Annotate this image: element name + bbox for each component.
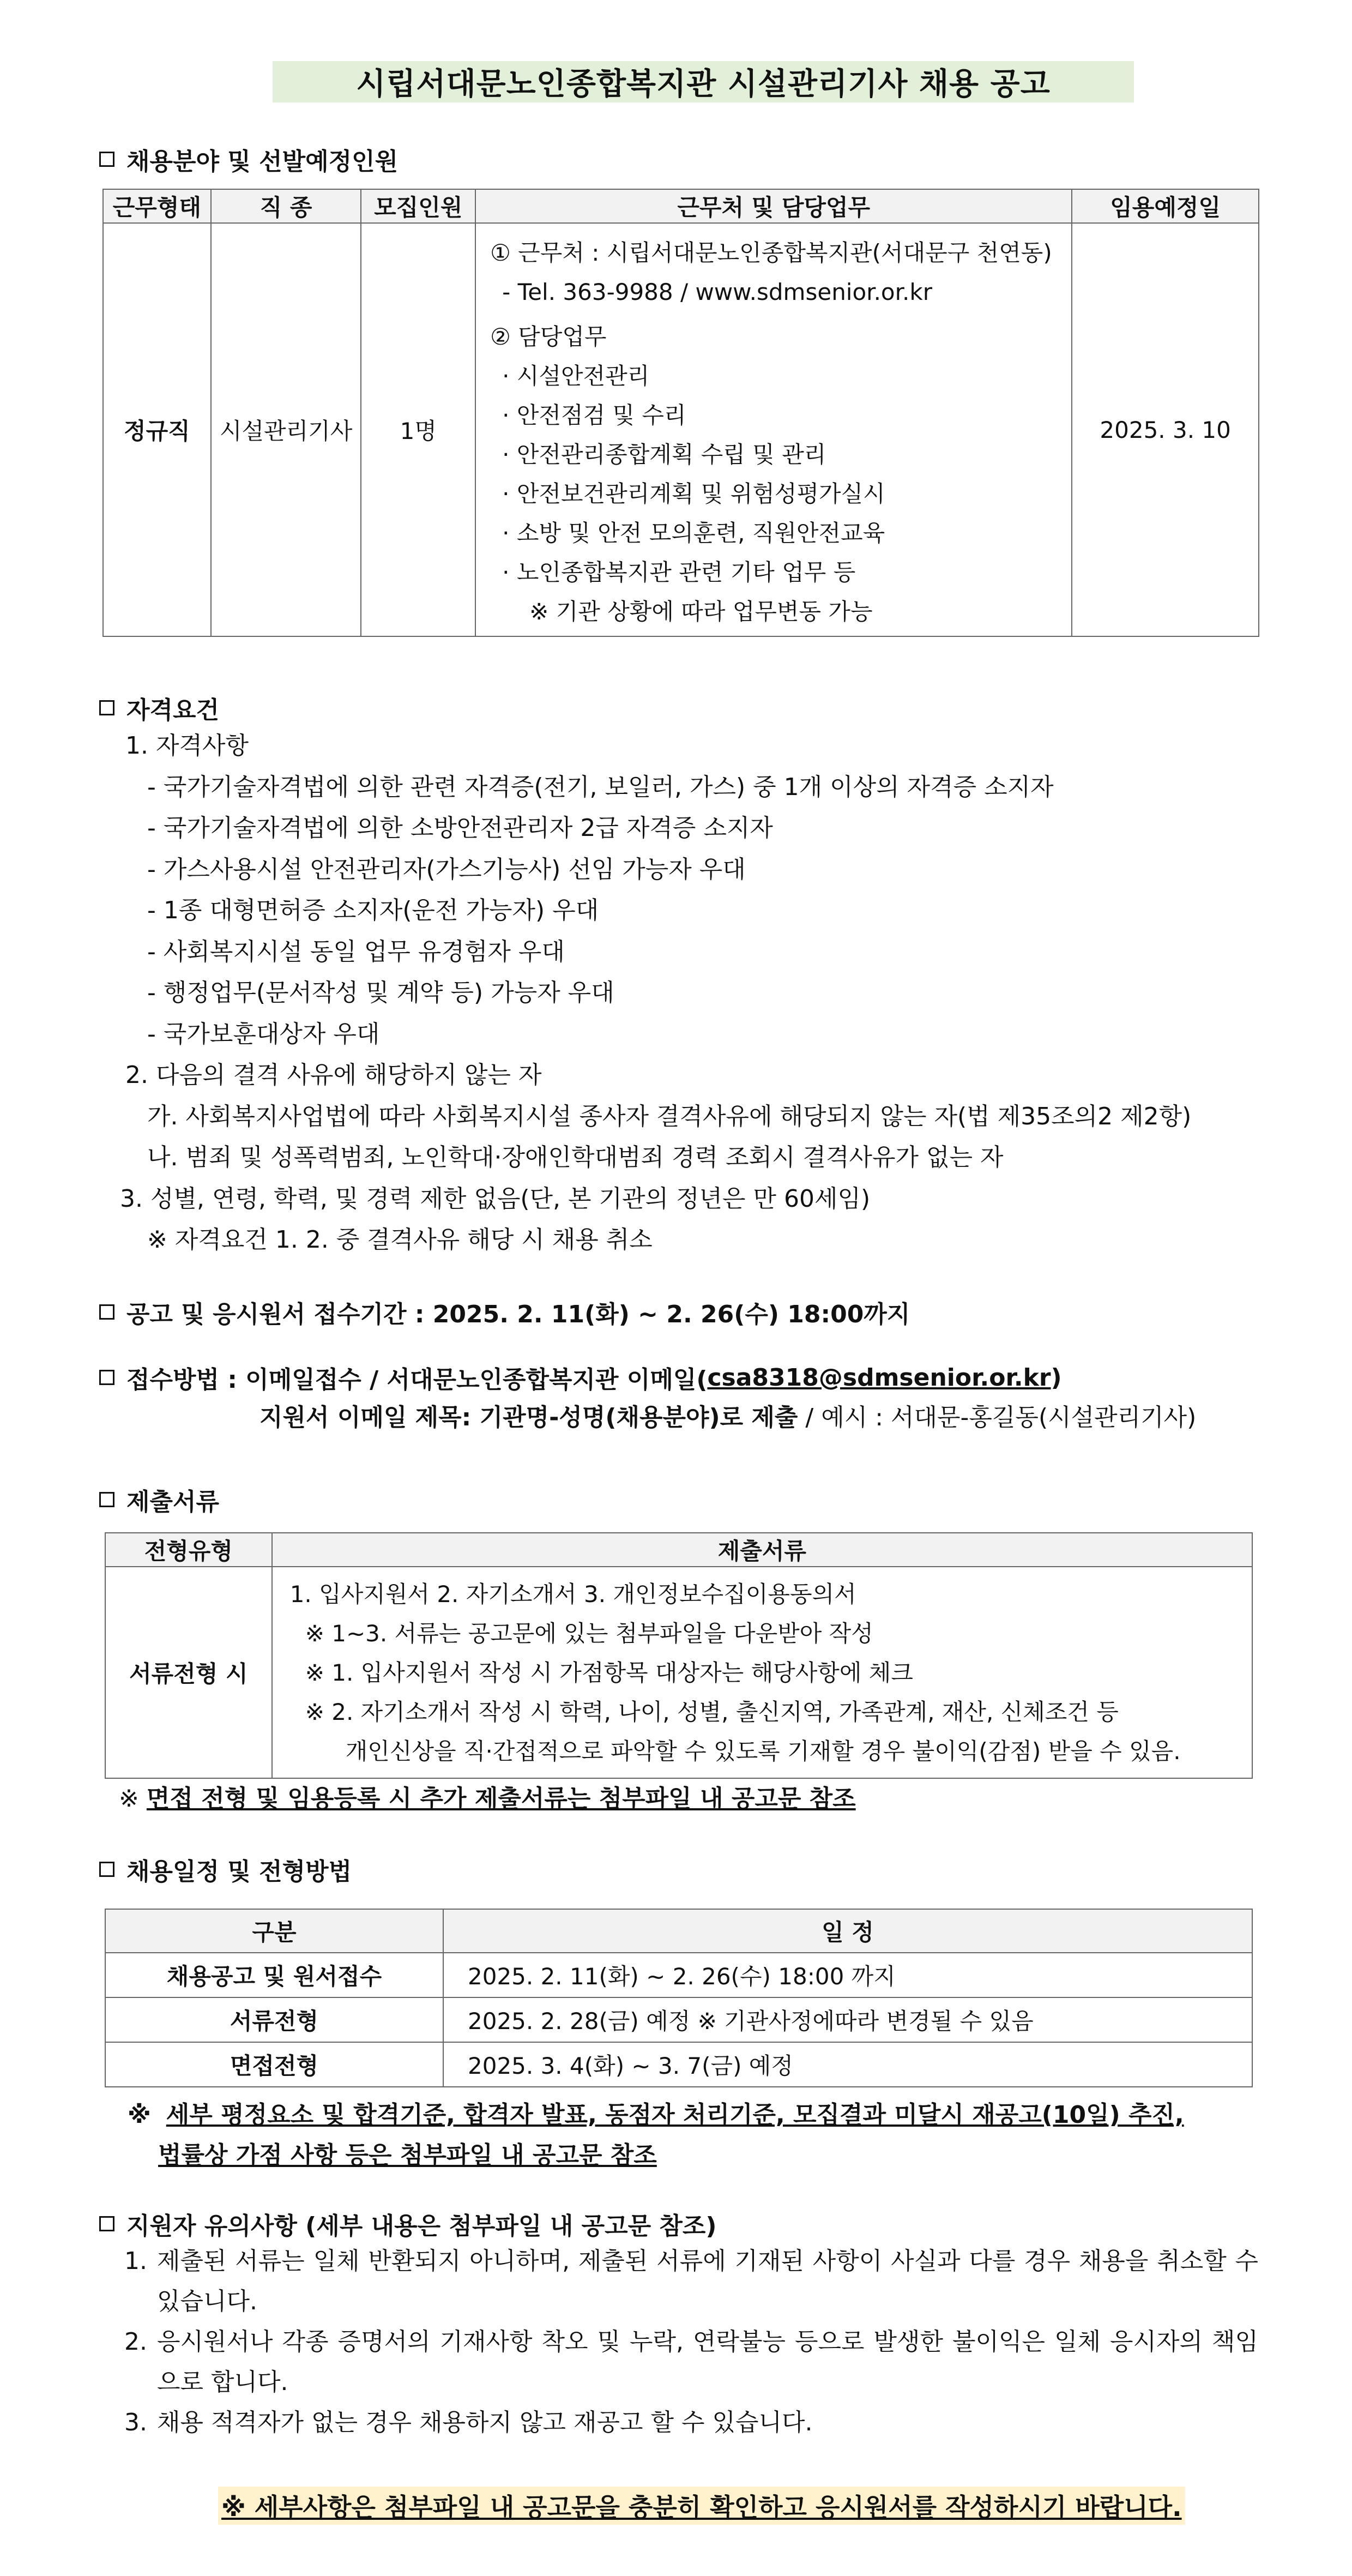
qual-subitem: - 사회복지시설 동일 업무 유경험자 우대 [147, 937, 565, 966]
email-link[interactable]: csa8318@sdmsenior.or.kr [707, 1363, 1051, 1392]
qualification-list [120, 725, 1192, 1261]
table-row [103, 223, 1259, 636]
duty-item: · 소방 및 안전 모의훈련, 직원안전교육 [502, 520, 885, 546]
section-qualifications [99, 690, 219, 725]
schedule-date: 2025. 3. 4(화) ~ 3. 7(금) 예정 [443, 2042, 1252, 2087]
schedule-stage: 면접전형 [105, 2042, 443, 2087]
application-period: 공고 및 응시원서 접수기간 : 2025. 2. 11(화) ~ 2. 26(수) 18:00까지 [126, 1301, 910, 1328]
employment-type: 정규직 [103, 223, 211, 636]
documents-note-text: 면접 전형 및 임용등록 시 추가 제출서류는 첨부파일 내 공고문 참조 [146, 1785, 856, 1813]
doc-line: ※ 2. 자기소개서 작성 시 학력, 나이, 성별, 출신지역, 가족관계, 재산, 신체조건 등 [305, 1699, 1119, 1725]
job-title: 시설관리기사 [211, 223, 361, 636]
section-period [99, 1295, 910, 1329]
qual-subitem: - 가스사용시설 안전관리자(가스기능사) 선임 가능자 우대 [147, 855, 746, 883]
header-cell: 일 정 [443, 1909, 1252, 1953]
duty-cell [475, 223, 1072, 636]
section-title: 채용분야 및 선발예정인원 [126, 148, 399, 176]
workplace: ① 근무처 : 시립서대문노인종합복지관(서대문구 천연동) [490, 239, 1052, 266]
header-cell: 전형유형 [105, 1533, 272, 1567]
list-text: 응시원서나 각종 증명서의 기재사항 착오 및 누락, 연락불능 등으로 발생한 불이익은 일체 응시자의 책임으로 합니다. [157, 2328, 1258, 2396]
header-cell: 모집인원 [361, 189, 475, 223]
checkbox-square-icon [99, 152, 114, 167]
title-banner [273, 61, 1134, 103]
checkbox-square-icon [99, 1304, 114, 1320]
duty-item: · 안전보건관리계획 및 위험성평가실시 [502, 480, 885, 507]
section-title: 채용일정 및 전형방법 [126, 1858, 352, 1886]
documents-table [105, 1532, 1253, 1779]
duty-item: · 시설안전관리 [502, 363, 650, 389]
schedule-date: 2025. 2. 28(금) 예정 ※ 기관사정에따라 변경될 수 있음 [443, 1997, 1252, 2042]
documents-note [119, 1779, 856, 1814]
section-title: 지원자 유의사항 (세부 내용은 첨부파일 내 공고문 참조) [126, 2212, 717, 2240]
duty-item: · 노인종합복지관 관련 기타 업무 등 [502, 559, 856, 586]
checkbox-square-icon [99, 2216, 114, 2231]
checkbox-square-icon [99, 700, 114, 715]
job-table [102, 189, 1259, 637]
qual-subitem: - 국가기술자격법에 의한 소방안전관리자 2급 자격증 소지자 [147, 814, 773, 842]
schedule-note-line: 법률상 가점 사항 등은 첨부파일 내 공고문 참조 [158, 2141, 657, 2169]
qual-note: ※ 자격요건 1. 2. 중 결격사유 해당 시 채용 취소 [147, 1226, 653, 1254]
method-label: 접수방법 : 이메일접수 / 서대문노인종합복지관 이메일( [126, 1366, 708, 1394]
email-subject-line [259, 1398, 1196, 1433]
qual-item: 3. 성별, 연령, 학력, 및 경력 제한 없음(단, 본 기관의 정년은 만 60세임) [120, 1184, 871, 1213]
table-row [105, 1567, 1252, 1778]
section-title: 자격요건 [126, 696, 220, 724]
qual-subitem: 나. 범죄 및 성폭력범죄, 노인학대·장애인학대범죄 경력 조회시 결격사유가 없는 자 [147, 1143, 1004, 1171]
list-number: 1. [124, 2247, 147, 2275]
schedule-stage: 채용공고 및 원서접수 [105, 1953, 443, 1997]
schedule-table [105, 1909, 1253, 2087]
qual-subitem: 가. 사회복지사업법에 따라 사회복지시설 종사자 결격사유에 해당되지 않는 자(법 제35조의2 제2항) [147, 1102, 1192, 1130]
qual-subitem: - 국가보훈대상자 우대 [147, 1020, 380, 1048]
page-title: 시립서대문노인종합복지관 시설관리기사 채용 공고 [356, 67, 1051, 102]
stage-cell: 서류전형 시 [105, 1567, 272, 1778]
note-mark: ※ [119, 1785, 139, 1813]
doc-line: ※ 1. 입사지원서 작성 시 가점항목 대상자는 해당사항에 체크 [305, 1659, 913, 1686]
schedule-stage: 서류전형 [105, 1997, 443, 2042]
header-cell: 제출서류 [272, 1533, 1252, 1567]
duty-title: ② 담당업무 [490, 323, 607, 350]
header-cell: 직 종 [211, 189, 361, 223]
table-row [105, 1997, 1252, 2042]
schedule-date: 2025. 2. 11(화) ~ 2. 26(수) 18:00 까지 [443, 1953, 1252, 1997]
headcount: 1명 [361, 223, 475, 636]
list-text: 제출된 서류는 일체 반환되지 아니하며, 제출된 서류에 기재된 사항이 사실과 다를 경우 채용을 취소할 수 있습니다. [157, 2247, 1258, 2315]
qual-subitem: - 1종 대형면허증 소지자(운전 가능자) 우대 [147, 896, 599, 924]
checkbox-square-icon [99, 1370, 114, 1385]
notes-list [124, 2241, 1258, 2443]
list-item [124, 2403, 1258, 2443]
header-cell: 구분 [105, 1909, 443, 1953]
header-cell: 근무처 및 담당업무 [475, 189, 1072, 223]
documents-cell [272, 1567, 1252, 1778]
qual-item: 2. 다음의 결격 사유에 해당하지 않는 자 [125, 1061, 542, 1089]
list-item [124, 2241, 1258, 2322]
list-number: 3. [124, 2409, 147, 2436]
duty-item: · 안전점검 및 수리 [502, 402, 686, 429]
email-subject: 지원서 이메일 제목: 기관명-성명(채용분야)로 제출 [259, 1404, 798, 1431]
qual-subitem: - 행정업무(문서작성 및 계약 등) 가능자 우대 [147, 979, 614, 1007]
qual-subitem: - 국가기술자격법에 의한 관련 자격증(전기, 보일러, 가스) 중 1개 이상의 자격증 소지자 [147, 773, 1054, 801]
table-row [105, 2042, 1252, 2087]
contact: - Tel. 363-9988 / www.sdmsenior.or.kr [502, 279, 932, 305]
table-row [105, 1953, 1252, 1997]
schedule-note [128, 2095, 1184, 2176]
doc-line: 1. 입사지원서 2. 자기소개서 3. 개인정보수집이용동의서 [289, 1581, 856, 1608]
list-text: 채용 적격자가 없는 경우 채용하지 않고 재공고 할 수 있습니다. [157, 2409, 813, 2436]
note-mark: ※ [128, 2101, 151, 2129]
checkbox-square-icon [99, 1862, 114, 1877]
section-method [99, 1360, 1062, 1395]
checkbox-square-icon [99, 1492, 114, 1507]
final-notice: ※ 세부사항은 첨부파일 내 공고문을 충분히 확인하고 응시원서를 작성하시기 바랍니다. [218, 2487, 1185, 2525]
qual-item: 1. 자격사항 [125, 732, 249, 760]
section-schedule [99, 1852, 352, 1887]
duty-item: · 안전관리종합계획 수립 및 관리 [502, 441, 826, 468]
header-cell: 근무형태 [103, 189, 211, 223]
method-close: ) [1051, 1363, 1062, 1392]
list-item [124, 2322, 1258, 2403]
start-date: 2025. 3. 10 [1072, 223, 1259, 636]
duty-note: ※ 기관 상황에 따라 업무변동 가능 [529, 598, 873, 625]
section-notes [99, 2206, 717, 2241]
list-number: 2. [124, 2328, 147, 2356]
section-recruitment [99, 142, 398, 177]
doc-line: 개인신상을 직·간접적으로 파악할 수 있도록 기재할 경우 불이익(감점) 받을 수 있음. [345, 1738, 1181, 1765]
table-header-row [105, 1533, 1252, 1567]
table-header-row [103, 189, 1259, 223]
header-cell: 임용예정일 [1072, 189, 1259, 223]
schedule-note-line: 세부 평정요소 및 합격기준, 합격자 발표, 동점자 처리기준, 모집결과 미달시 재공고(10일) 추진, [166, 2101, 1184, 2129]
doc-line: ※ 1~3. 서류는 공고문에 있는 첨부파일을 다운받아 작성 [305, 1620, 873, 1647]
section-documents [99, 1482, 219, 1517]
email-example: / 예시 : 서대문-홍길동(시설관리기사) [798, 1404, 1197, 1431]
table-header-row [105, 1909, 1252, 1953]
section-title: 제출서류 [126, 1488, 220, 1516]
